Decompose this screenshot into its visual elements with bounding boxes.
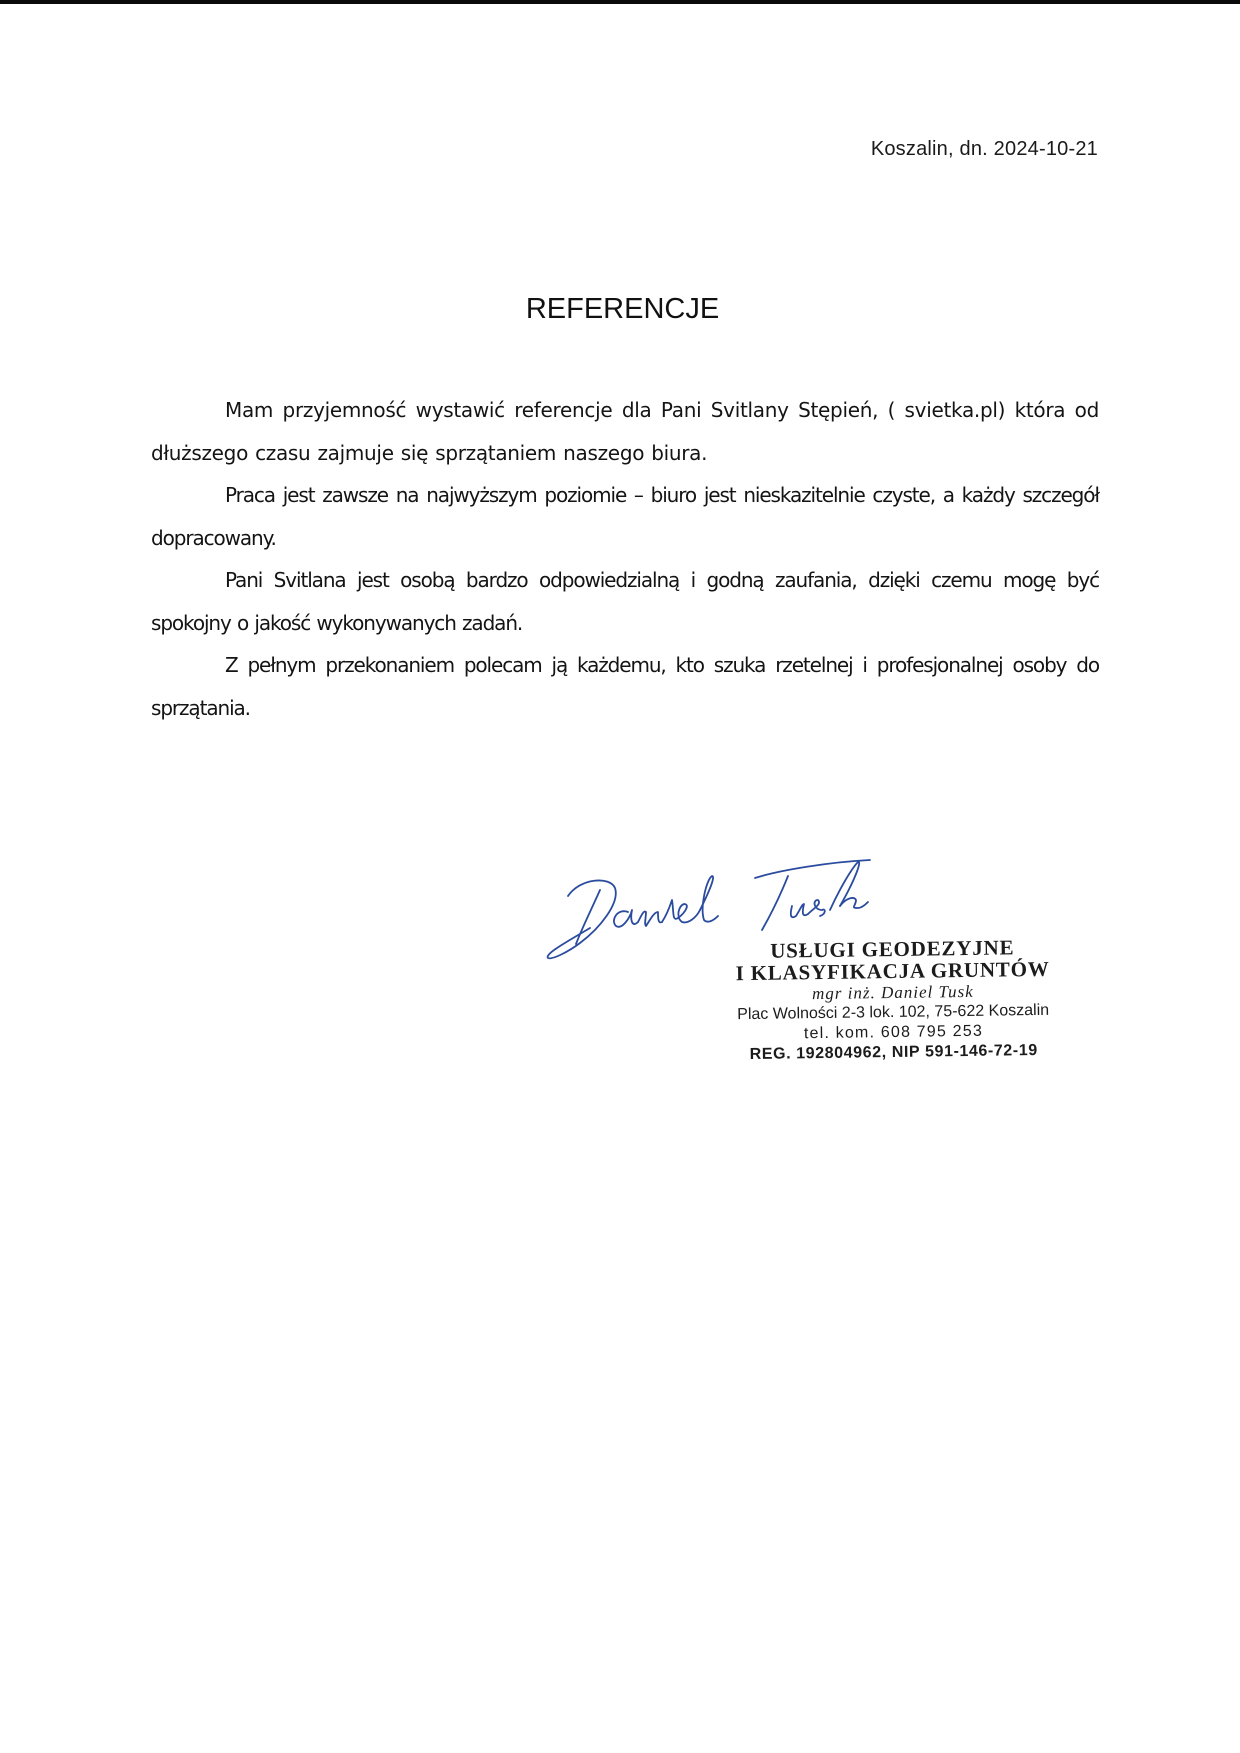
- letter-body: [151, 389, 1099, 729]
- document-title: REFERENCJE: [525, 293, 720, 325]
- stamp-registration: REG. 192804962, NIP 591-146-72-19: [749, 1041, 1038, 1064]
- scan-edge-bar: [0, 0, 1240, 4]
- stamp-owner-name: mgr inż. Daniel Tusk: [811, 981, 974, 1004]
- stamp-company-line-1: USŁUGI GEODEZYJNE: [770, 935, 1015, 963]
- company-stamp: [717, 936, 1069, 1066]
- paragraph-3: Pani Svitlana jest osobą bardzo odpowiedzialną i godną zaufania, dzięki czemu mogę być spokojny o jakość wykonywanych zadań.: [151, 568, 1099, 635]
- paragraph-2: Praca jest zawsze na najwyższym poziomie – biuro jest nieskazitelnie czyste, a każdy szczegół dopracowany.: [151, 483, 1099, 550]
- stamp-address: Plac Wolności 2-3 lok. 102, 75-622 Koszalin: [737, 1001, 1050, 1024]
- paragraph-1: Mam przyjemność wystawić referencje dla Pani Svitlany Stępień, ( svietka.pl) która od dłuższego czasu zajmuje się sprzątaniem naszego biura.: [151, 398, 1099, 465]
- place-and-date: Koszalin, dn. 2024-10-21: [870, 138, 1098, 160]
- stamp-phone: tel. kom. 608 795 253: [803, 1022, 984, 1043]
- paragraph-4: Z pełnym przekonaniem polecam ją każdemu, kto szuka rzetelnej i profesjonalnej osoby do sprzątania.: [151, 653, 1099, 720]
- stamp-company-line-2: I KLASYFIKACJA GRUNTÓW: [735, 956, 1050, 986]
